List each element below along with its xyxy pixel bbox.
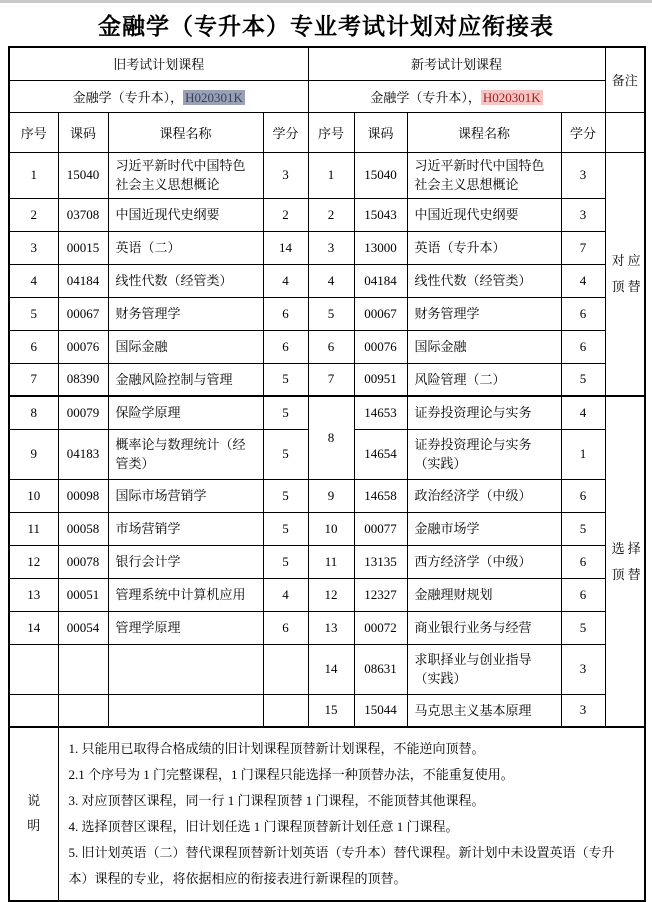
old-name: 国际金融 — [108, 330, 263, 363]
course-row — [9, 545, 645, 578]
new-credit: 5 — [561, 512, 605, 545]
old-no: 1 — [9, 152, 58, 198]
note-item: 4. 选择顶替区课程，旧计划任选 1 门课程顶替新计划任意 1 门课程。 — [68, 819, 459, 834]
new-code: 15044 — [354, 694, 407, 727]
new-code: 00067 — [354, 297, 407, 330]
old-name-empty — [108, 644, 263, 694]
plan-header-row — [9, 47, 645, 80]
old-name: 中国近现代史纲要 — [108, 198, 263, 231]
old-code: 04184 — [58, 264, 108, 297]
old-name: 英语（二） — [108, 231, 263, 264]
remark-correspond-label: 对应顶替 — [611, 252, 644, 294]
major-header-row — [9, 80, 645, 112]
old-code-empty — [58, 694, 108, 727]
old-code: 00067 — [58, 297, 108, 330]
old-no: 6 — [9, 330, 58, 363]
old-name: 线性代数（经管类） — [108, 264, 263, 297]
new-credit: 6 — [561, 479, 605, 512]
new-name: 英语（专升本） — [407, 231, 561, 264]
old-credit: 5 — [263, 396, 308, 429]
new-no: 1 — [308, 152, 354, 198]
remark-select-label: 选择顶替 — [611, 540, 644, 582]
new-no-merged: 8 — [308, 396, 354, 479]
old-code: 00098 — [58, 479, 108, 512]
new-code: 14658 — [354, 479, 407, 512]
new-name: 线性代数（经管类） — [407, 264, 561, 297]
new-name: 证券投资理论与实务（实践） — [407, 429, 561, 479]
new-code: 15040 — [354, 152, 407, 198]
new-code: 13000 — [354, 231, 407, 264]
remark-select-cell — [605, 396, 645, 727]
old-name: 金融风险控制与管理 — [108, 363, 263, 396]
new-credit: 3 — [561, 644, 605, 694]
old-name: 概率论与数理统计（经管类） — [108, 429, 263, 479]
old-no: 2 — [9, 198, 58, 231]
old-code: 08390 — [58, 363, 108, 396]
old-credit: 3 — [263, 152, 308, 198]
new-code: 14654 — [354, 429, 407, 479]
new-name: 财务管理学 — [407, 297, 561, 330]
new-code: 12327 — [354, 578, 407, 611]
col-new-code: 课码 — [354, 112, 407, 152]
old-no: 14 — [9, 611, 58, 644]
new-code: 08631 — [354, 644, 407, 694]
course-row — [9, 297, 645, 330]
old-no: 13 — [9, 578, 58, 611]
new-name: 商业银行业务与经营 — [407, 611, 561, 644]
new-name: 中国近现代史纲要 — [407, 198, 561, 231]
new-credit: 6 — [561, 578, 605, 611]
old-credit-empty — [263, 644, 308, 694]
old-no: 10 — [9, 479, 58, 512]
new-name: 金融理财规划 — [407, 578, 561, 611]
old-credit: 2 — [263, 198, 308, 231]
old-credit: 6 — [263, 611, 308, 644]
new-name: 证券投资理论与实务 — [407, 396, 561, 429]
old-name: 国际市场营销学 — [108, 479, 263, 512]
old-credit: 5 — [263, 363, 308, 396]
old-code: 04183 — [58, 429, 108, 479]
old-credit: 4 — [263, 264, 308, 297]
course-row — [9, 396, 645, 429]
old-code: 00058 — [58, 512, 108, 545]
old-no: 4 — [9, 264, 58, 297]
new-no: 13 — [308, 611, 354, 644]
old-no: 9 — [9, 429, 58, 479]
note-item: 1. 只能用已取得合格成绩的旧计划课程顶替新计划课程，不能逆向顶替。 — [68, 741, 485, 756]
col-new-name: 课程名称 — [407, 112, 561, 152]
old-code: 00054 — [58, 611, 108, 644]
old-code: 00079 — [58, 396, 108, 429]
old-name: 管理系统中计算机应用 — [108, 578, 263, 611]
new-name: 习近平新时代中国特色社会主义思想概论 — [407, 152, 561, 198]
new-name: 西方经济学（中级） — [407, 545, 561, 578]
column-header-row — [9, 112, 645, 152]
col-new-no: 序号 — [308, 112, 354, 152]
old-code-empty — [58, 644, 108, 694]
old-code: 00051 — [58, 578, 108, 611]
course-row — [9, 694, 645, 727]
old-name: 习近平新时代中国特色社会主义思想概论 — [108, 152, 263, 198]
new-no: 9 — [308, 479, 354, 512]
new-name: 风险管理（二） — [407, 363, 561, 396]
course-row — [9, 330, 645, 363]
old-credit-empty — [263, 694, 308, 727]
new-credit: 7 — [561, 231, 605, 264]
new-no: 14 — [308, 644, 354, 694]
new-no: 10 — [308, 512, 354, 545]
old-code: 03708 — [58, 198, 108, 231]
new-plan-header: 新考试计划课程 — [308, 47, 605, 80]
course-row — [9, 152, 645, 198]
old-credit: 6 — [263, 297, 308, 330]
new-credit: 5 — [561, 611, 605, 644]
new-no: 5 — [308, 297, 354, 330]
new-name: 金融市场学 — [407, 512, 561, 545]
old-no-empty — [9, 644, 58, 694]
new-code: 00951 — [354, 363, 407, 396]
note-item: 3. 对应顶替区课程，同一行 1 门课程顶替 1 门课程，不能顶替其他课程。 — [68, 793, 485, 808]
course-row — [9, 198, 645, 231]
course-row — [9, 611, 645, 644]
notes-content-cell — [58, 727, 645, 901]
old-credit: 5 — [263, 512, 308, 545]
course-row — [9, 512, 645, 545]
old-credit: 14 — [263, 231, 308, 264]
new-no: 4 — [308, 264, 354, 297]
old-name: 财务管理学 — [108, 297, 263, 330]
old-credit: 5 — [263, 479, 308, 512]
col-old-code: 课码 — [58, 112, 108, 152]
old-plan-header: 旧考试计划课程 — [9, 47, 308, 80]
new-no: 15 — [308, 694, 354, 727]
old-no: 12 — [9, 545, 58, 578]
new-no: 7 — [308, 363, 354, 396]
old-major-cell — [9, 80, 308, 112]
old-credit: 5 — [263, 429, 308, 479]
new-credit: 4 — [561, 264, 605, 297]
notes-label-cell — [9, 727, 58, 901]
col-new-credit: 学分 — [561, 112, 605, 152]
old-credit: 6 — [263, 330, 308, 363]
new-code: 15043 — [354, 198, 407, 231]
course-row — [9, 231, 645, 264]
old-name: 银行会计学 — [108, 545, 263, 578]
new-no: 11 — [308, 545, 354, 578]
course-row — [9, 363, 645, 396]
new-credit: 3 — [561, 152, 605, 198]
new-code: 00077 — [354, 512, 407, 545]
page-title: 金融学（专升本）专业考试计划对应衔接表 — [98, 14, 554, 39]
old-no: 7 — [9, 363, 58, 396]
remark-correspond-cell — [605, 152, 645, 396]
old-credit: 5 — [263, 545, 308, 578]
new-code: 00076 — [354, 330, 407, 363]
new-name: 政治经济学（中级） — [407, 479, 561, 512]
new-major-label: 金融学（专升本）， — [370, 89, 481, 105]
new-no: 12 — [308, 578, 354, 611]
notes-label: 说明 — [27, 793, 41, 833]
new-credit: 6 — [561, 297, 605, 330]
new-credit: 6 — [561, 545, 605, 578]
new-major-cell — [308, 80, 605, 112]
course-row — [9, 479, 645, 512]
course-row — [9, 644, 645, 694]
old-no: 11 — [9, 512, 58, 545]
col-old-credit: 学分 — [263, 112, 308, 152]
col-old-name: 课程名称 — [108, 112, 263, 152]
course-mapping-table — [8, 46, 646, 902]
new-no: 6 — [308, 330, 354, 363]
note-item: 5. 旧计划英语（二）替代课程顶替新计划英语（专升本）替代课程。新计划中未设置英语（专升本）课程的专业，将依据相应的衔接表进行新课程的顶替。 — [68, 845, 615, 886]
old-name: 市场营销学 — [108, 512, 263, 545]
new-credit: 1 — [561, 429, 605, 479]
new-code: 13135 — [354, 545, 407, 578]
old-code: 00076 — [58, 330, 108, 363]
old-credit: 4 — [263, 578, 308, 611]
new-no: 2 — [308, 198, 354, 231]
new-name: 马克思主义基本原理 — [407, 694, 561, 727]
old-major-code-highlight: H020301K — [185, 89, 243, 105]
new-name: 求职择业与创业指导（实践） — [407, 644, 561, 694]
col-old-no: 序号 — [9, 112, 58, 152]
new-major-code-highlight: H020301K — [482, 89, 541, 105]
old-name-empty — [108, 694, 263, 727]
old-code: 00078 — [58, 545, 108, 578]
course-row — [9, 578, 645, 611]
old-code: 15040 — [58, 152, 108, 198]
new-code: 04184 — [354, 264, 407, 297]
old-name: 管理学原理 — [108, 611, 263, 644]
note-item: 2.1 个序号为 1 门完整课程，1 门课程只能选择一种顶替办法，不能重复使用。 — [68, 767, 514, 782]
new-credit: 6 — [561, 330, 605, 363]
old-code: 00015 — [58, 231, 108, 264]
new-no: 3 — [308, 231, 354, 264]
notes-row — [9, 727, 645, 901]
new-code: 14653 — [354, 396, 407, 429]
remark-spacer-cell — [605, 112, 645, 152]
new-code: 00072 — [354, 611, 407, 644]
new-name: 国际金融 — [407, 330, 561, 363]
old-name: 保险学原理 — [108, 396, 263, 429]
new-credit: 5 — [561, 363, 605, 396]
course-row — [9, 264, 645, 297]
old-major-label: 金融学（专升本）， — [72, 89, 184, 105]
new-credit: 4 — [561, 396, 605, 429]
old-no-empty — [9, 694, 58, 727]
new-credit: 3 — [561, 198, 605, 231]
old-no: 3 — [9, 231, 58, 264]
old-no: 8 — [9, 396, 58, 429]
scan-edge-strip — [0, 0, 652, 3]
old-no: 5 — [9, 297, 58, 330]
remark-header: 备注 — [605, 47, 645, 112]
new-credit: 3 — [561, 694, 605, 727]
